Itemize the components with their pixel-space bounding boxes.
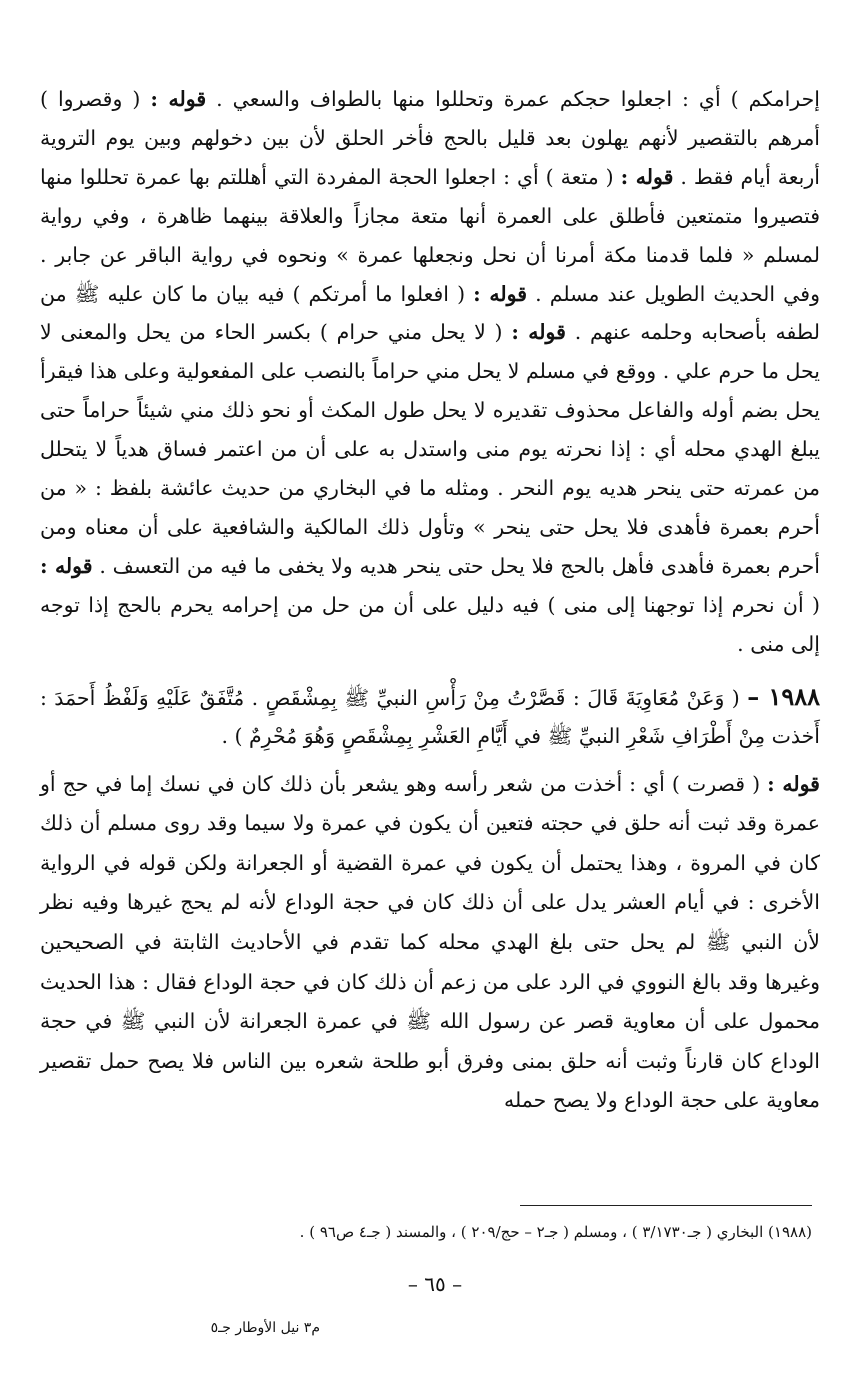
qawluh-marker: قوله : (767, 771, 820, 796)
commentary-bottom (40, 765, 820, 1121)
footnote-divider (520, 1205, 812, 1206)
commentary-top (40, 80, 820, 664)
qawluh-marker: قوله : (150, 87, 207, 111)
line-2: ( وقصروا ) أمرهم بالتقصير لأنهم يهلون بعد قليل بالحج فأخر الحلق لأن بين دخولهم وبين يوم التروية أربعة أيام فقط . (40, 87, 820, 189)
hadith-text: ( وَعَنْ مُعَاوِيَةَ قَالَ : قَصَّرْتُ مِنْ رَأْسِ النبيِّ ﷺ بِمِشْقَصٍ . مُتَّفَقٌ عَلَيْهِ وَلَفْظُ أَحمَدَ : أَخذت مِنْ أَطْرَافِ شَعْرِ النبيِّ ﷺ في أَيَّامِ العَشْرِ بِمِشْقَصٍ وَهُوَ مُحْرِمٌ ) . (40, 685, 820, 748)
line-1: إحرامكم ) أي : اجعلوا حجكم عمرة وتحللوا منها بالطواف والسعي . (216, 87, 820, 111)
qawluh-marker: قوله : (473, 281, 528, 306)
page-body (40, 80, 820, 1121)
line-4: ( افعلوا ما أمرتكم ) فيه بيان ما كان عليه ﷺ من لطفه بأصحابه وحلمه عنهم . (40, 281, 820, 345)
footnote: (١٩٨٨) البخاري ( جـ٣/١٧٣٠ ) ، ومسلم ( جـ٢ – حج/٢٠٩ ) ، والمسند ( جـ٤ ص٩٦ ) . (299, 1223, 812, 1241)
qawluh-marker: قوله : (40, 553, 93, 578)
page-number: – ٦٥ – (407, 1272, 463, 1296)
line-5: ( لا يحل مني حرام ) بكسر الحاء من يحل والمعنى لا يحل ما حرم علي . ووقع في مسلم لا يحل مني حراماً بالنصب على المفعولية وعلى هذا فيقرأ يحل بضم أوله والفاعل محذوف تقديره لا يحل طول المكث أو نحو ذلك مني شيئاً حراماً حتى يبلغ الهدي محله أي : إذا نحرته يوم منى واستدل به على أن من اعتمر فساق هدياً لا يتحلل من عمرته حتى ينحر هديه يوم النحر . ومثله ما في البخاري من حديث عائشة بلفظ : « من أحرم بعمرة فأهدى فلا يحل حتى ينحر » وتأول ذلك المالكية والشافعية على أن معناه ومن أحرم بعمرة فأهدى فأهل بالحج فلا يحل حتى ينحر هديه ولا يخفى ما فيه من التعسف . (40, 320, 820, 578)
hadith-number: ١٩٨٨ – (747, 681, 820, 711)
qawluh-marker: قوله : (511, 320, 566, 345)
commentary-text: ( قصرت ) أي : أخذت من شعر رأسه وهو يشعر بأن ذلك كان في نسك إما في حج أو عمرة وقد ثبت أنه حلق في حجته فتعين أن يكون في عمرة ولا سيما وقد روى مسلم أن ذلك كان في المروة ، وهذا يحتمل أن يكون في عمرة القضية أو الجعرانة ولكن قوله في الرواية الأخرى : في أيام العشر يدل على أن ذلك كان في حجة الوداع لأنه لم يحج غيرها وفيه نظر لأن النبي ﷺ لم يحل حتى بلغ الهدي محله كما تقدم في الأحاديث الثابتة في الصحيحين وغيرها وقد بالغ النووي في الرد على من زعم أن ذلك كان في حجة الوداع فقال : هذا الحديث محمول على أن معاوية قصر عن رسول الله ﷺ في عمرة الجعرانة لأن النبي ﷺ في حجة الوداع كان قارناً وثبت أنه حلق بمنى وفرق أبو طلحة شعره بين الناس فلا يصح حمل تقصير معاوية على حجة الوداع ولا يصح حمله (40, 771, 820, 1113)
line-3: ( متعة ) أي : اجعلوا الحجة المفردة التي أهللتم بها عمرة تحللوا منها فتصيروا متمتعين فأطلق على العمرة أنها متعة مجازاً والعلاقة بينهما ظاهرة ، وفي رواية لمسلم « فلما قدمنا مكة أمرنا أن نحل ونجعلها عمرة » ونحوه في رواية الباقر عن جابر . وفي الحديث الطويل عند مسلم . (40, 164, 820, 306)
qawluh-marker: قوله : (620, 164, 674, 189)
paragraph-1 (40, 80, 820, 664)
hadith-block (40, 678, 820, 755)
line-6: ( أن نحرم إذا توجهنا إلى منى ) فيه دليل على أن من حل من إحرامه يحرم بالحج إذا توجه إلى منى . (40, 592, 820, 656)
book-signature: م٣ نيل الأوطار جـ٥ (210, 1320, 320, 1336)
